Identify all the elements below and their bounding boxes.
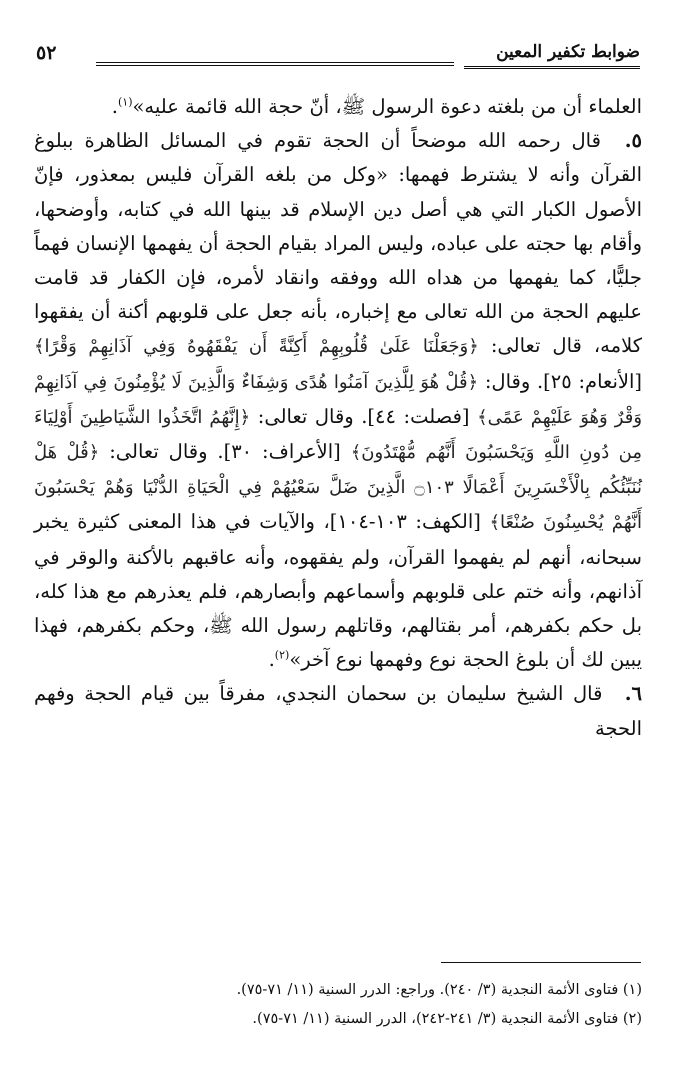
said-3: وقال تعالى: <box>257 404 354 428</box>
paragraph-5: ٥. قال رحمه الله موضحاً أن الحجة تقوم في المسائل الظاهرة ببلوغ القرآن وأنه لا يشترط فهمها: «وكل من بلغه القرآن فليس بمعذور، فإنّ الأصول الكبار التي هي أصل دين الإسلام قد بينها الله في كتابه، وأوضحها، وأقام بها حجته على عباده، وليس المراد بقيام الحجة أن يفهمها الإنسان فهماً جليًّا، كما يفهمها من هداه الله ووفقه وانقاد لأمره، فإن الكفار قد قامت عليهم الحجة من الله تعالى مع إخباره، بأنه جعل على قلوبهم أكنة أن يفقهوا كلامه، قال تعالى: ﴿وَجَعَلْنَا عَلَىٰ قُلُوبِهِمْ أَكِنَّةً أَن يَفْقَهُوهُ وَفِي آذَانِهِمْ وَقْرًا﴾ [الأنعام: ٢٥]. وقال: ﴿قُلْ هُوَ لِلَّذِينَ آمَنُوا هُدًى وَشِفَاءٌ وَالَّذِينَ لَا يُؤْمِنُونَ فِي آذَانِهِمْ وَقْرٌ وَهُوَ عَلَيْهِمْ عَمًى﴾ [فصلت: ٤٤]. وقال تعالى: ﴿إِنَّهُمُ اتَّخَذُوا الشَّيَاطِينَ أَوْلِيَاءَ مِن دُونِ اللَّهِ وَيَحْسَبُونَ أَنَّهُم مُّهْتَدُونَ﴾ [الأعراف: ٣٠]. وقال تعالى: ﴿قُلْ هَلْ نُنَبِّئُكُم بِالْأَخْسَرِينَ أَعْمَالًا ۝١٠٣ الَّذِينَ ضَلَّ سَعْيُهُمْ فِي الْحَيَاةِ الدُّنْيَا وَهُمْ يَحْسَبُونَ أَنَّهُمْ يُحْسِنُونَ صُنْعًا﴾ [الكهف: ١٠٣-١٠٤]، والآيات في هذا المعنى كثيرة يخبر سبحانه، أنهم لم يفهموا القرآن، ولم يفقهوه، وأنه عاقبهم بالأكنة والوقر في آذانهم، وأنه ختم على قلوبهم وأسماعهم وأبصارهم، فلم يعذرهم مع هذا كله، بل حكم بكفرهم، أمر بقتالهم، وقاتلهم رسول الله ﷺ، وحكم بكفرهم، فهذا يبين لك أن بلوغ الحجة نوع وفهمها نوع آخر»$^{(٢)}$. <box>34 124 642 677</box>
header-rule <box>96 62 454 66</box>
paragraph-5-text-a: قال رحمه الله موضحاً أن الحجة تقوم في المسائل الظاهرة ببلوغ القرآن وأنه لا يشترط فهمها: «وكل من بلغه القرآن فليس بمعذور، فإنّ الأصول الكبار التي هي أصل دين الإسلام قد بينها الله في كتابه، وأوضحها، وأقام بها حجته على عباده، وليس المراد بقيام الحجة أن يفهمها الإنسان فهماً جليًّا، كما يفهمها من هداه الله ووفقه وانقاد لأمره، فإن الكفار قد قامت عليهم الحجة من الله تعالى مع إخباره، بأنه جعل على قلوبهم أكنة أن يفقهوا كلامه، قال تعالى: <box>34 129 642 358</box>
quran-verse-4: ﴿قُلْ هَلْ نُنَبِّئُكُم بِالْأَخْسَرِينَ أَعْمَالًا ۝١٠٣ الَّذِينَ ضَلَّ سَعْيُهُمْ فِي الْحَيَاةِ الدُّنْيَا وَهُمْ يَحْسَبُونَ أَنَّهُمْ يُحْسِنُونَ صُنْعًا﴾ <box>34 442 643 534</box>
paragraph-number-6: ٦. <box>624 682 642 706</box>
running-title: ضوابط تكفير المعين <box>496 42 640 62</box>
footnotes <box>34 976 642 1034</box>
paragraph-continuation: العلماء أن من بلغته دعوة الرسول ﷺ، أنّ حجة الله قائمة عليه»$^{(١)}$. <box>111 95 642 118</box>
continuation-text: العلماء أن من بلغته دعوة الرسول ﷺ، أنّ حجة الله قائمة عليه» <box>132 95 642 118</box>
footnote-2 <box>34 1005 642 1034</box>
footnote-mark: (١) <box>622 982 642 998</box>
paragraph-5-text-b: والآيات في هذا المعنى كثيرة يخبر سبحانه، أنهم لم يفهموا القرآن، ولم يفقهوه، وأنه عاقبهم بالأكنة والوقر في آذانهم، وأنه ختم على قلوبهم وأسماعهم وأبصارهم، فلم يعذرهم مع هذا كله، بل حكم بكفرهم، أمر بقتالهم، وقاتلهم رسول الله ﷺ، وحكم بكفرهم، فهذا يبين لك أن بلوغ الحجة نوع وفهمها نوع آخر» <box>34 510 642 672</box>
footnote-text: فتاوى الأئمة النجدية (٣/ ٢٤٠). وراجع: الدرر السنية (١١/ ٧١-٧٥). <box>236 982 619 998</box>
footnote-separator <box>441 962 641 963</box>
paragraph-6-text: قال الشيخ سليمان بن سحمان النجدي، مفرقاً بين قيام الحجة وفهم الحجة <box>34 682 642 740</box>
verse-ref-3: [الأعراف: ٣٠]. <box>217 440 341 464</box>
footnote-1 <box>34 976 642 1005</box>
quran-verse-3: ﴿إِنَّهُمُ اتَّخَذُوا الشَّيَاطِينَ أَوْلِيَاءَ مِن دُونِ اللَّهِ وَيَحْسَبُونَ أَنَّهُم مُّهْتَدُونَ﴾ <box>34 406 642 464</box>
footnote-ref-2: (٢) <box>274 648 290 662</box>
footnote-ref-1: (١) <box>117 95 133 109</box>
verse-ref-1: [الأنعام: ٢٥]. <box>536 369 643 393</box>
said-4: وقال تعالى: <box>109 440 208 464</box>
main-text <box>34 90 642 746</box>
footnote-text: فتاوى الأئمة النجدية (٣/ ٢٤١-٢٤٢)، الدرر السنية (١١/ ٧١-٧٥). <box>252 1011 619 1027</box>
quran-verse-1: ﴿وَجَعَلْنَا عَلَىٰ قُلُوبِهِمْ أَكِنَّةً أَن يَفْقَهُوهُ وَفِي آذَانِهِمْ وَقْرًا﴾ <box>34 336 479 358</box>
footnote-mark: (٢) <box>622 1011 642 1027</box>
title-underline-ornament <box>464 66 640 75</box>
quran-verse-2: ﴿قُلْ هُوَ لِلَّذِينَ آمَنُوا هُدًى وَشِفَاءٌ وَالَّذِينَ لَا يُؤْمِنُونَ فِي آذَانِهِمْ وَقْرٌ وَهُوَ عَلَيْهِمْ عَمًى﴾ <box>34 371 643 428</box>
said-2: وقال: <box>484 369 531 393</box>
page-number: ٥٢ <box>36 42 57 64</box>
page-header <box>36 42 640 82</box>
verse-ref-4: [الكهف: ١٠٣-١٠٤]، <box>323 510 481 534</box>
paragraph-6 <box>34 677 642 745</box>
paragraph-number-5: ٥. <box>624 129 642 153</box>
verse-ref-2: [فصلت: ٤٤]. <box>361 404 470 428</box>
